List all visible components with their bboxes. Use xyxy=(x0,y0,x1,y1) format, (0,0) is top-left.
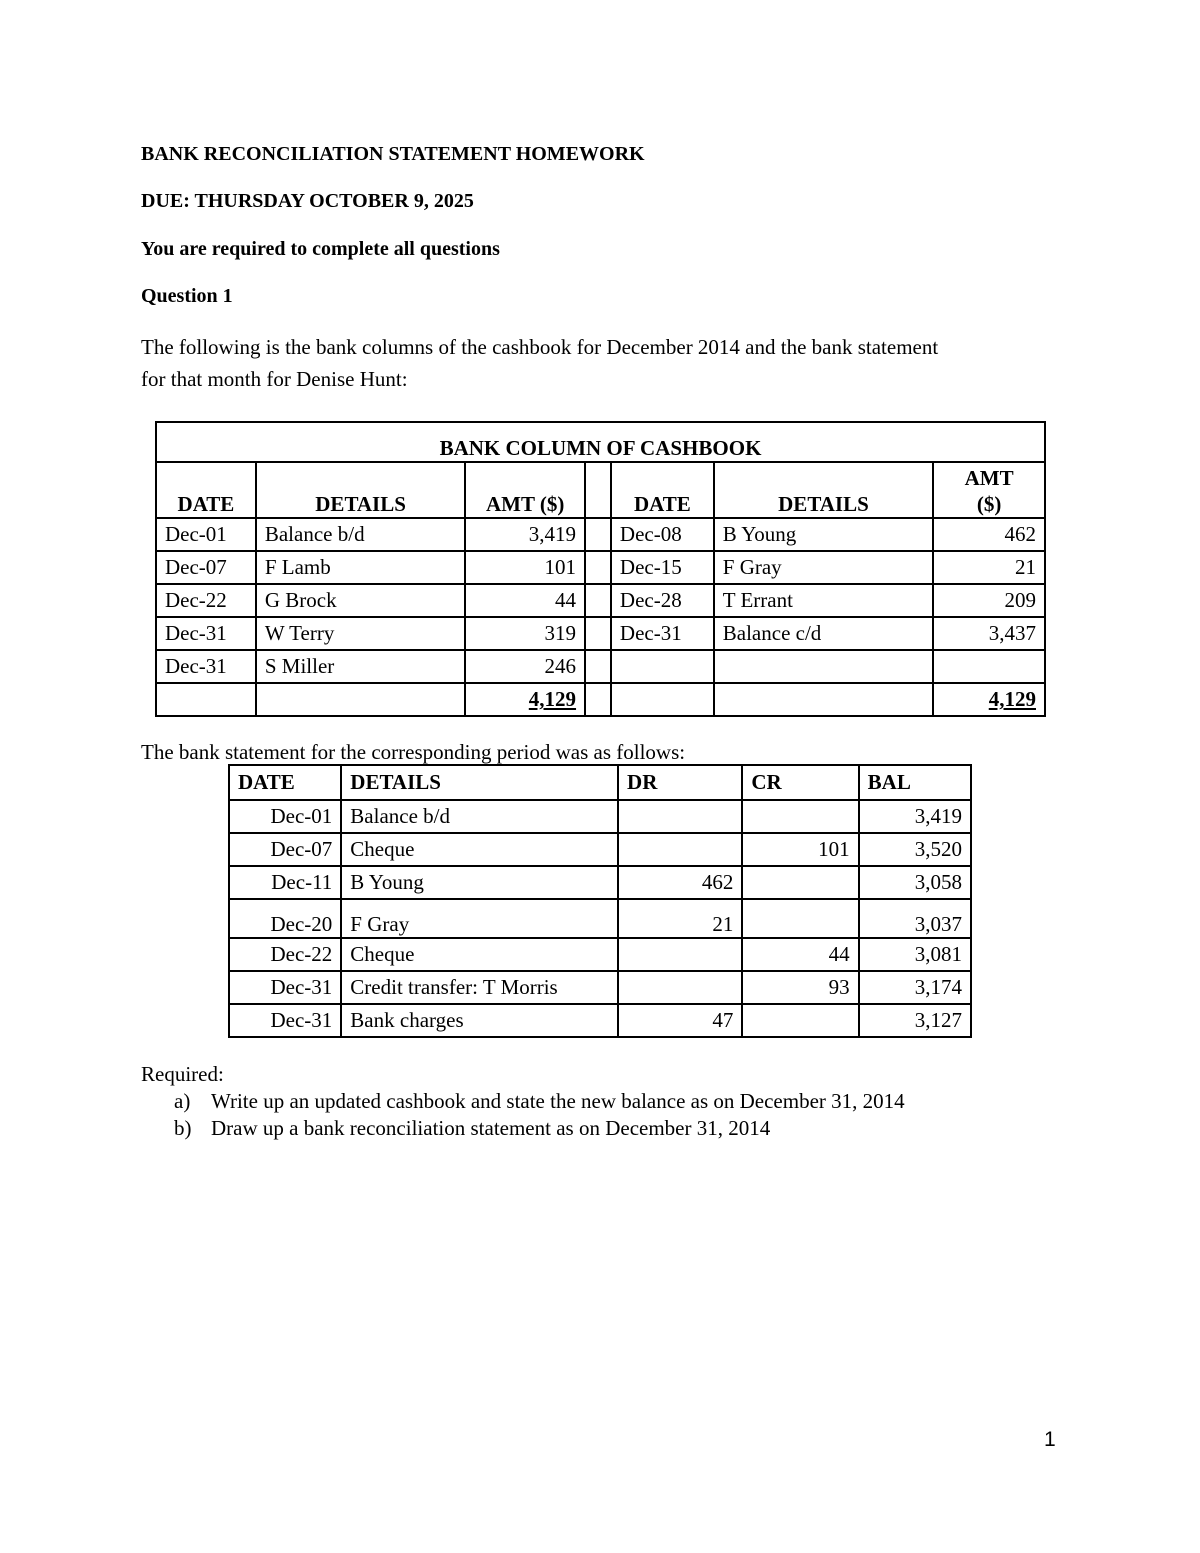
left-amount: 319 xyxy=(465,617,585,650)
right-details: B Young xyxy=(714,518,933,551)
left-details: F Lamb xyxy=(256,551,465,584)
gap-cell xyxy=(585,617,611,650)
header-cr: CR xyxy=(742,765,858,800)
list-text: Write up an updated cashbook and state the new balance as on December 31, 2014 xyxy=(211,1089,905,1113)
header-bal: BAL xyxy=(859,765,971,800)
table-row xyxy=(229,800,971,833)
totals-row xyxy=(156,683,1045,716)
due-date: DUE: THURSDAY OCTOBER 9, 2025 xyxy=(141,190,474,212)
header-amt-right xyxy=(933,462,1045,518)
row-cr xyxy=(742,899,858,938)
header-date: DATE xyxy=(229,765,341,800)
left-details: S Miller xyxy=(256,650,465,683)
empty-cell xyxy=(611,683,714,716)
list-item xyxy=(174,1116,770,1141)
row-cr: 93 xyxy=(742,971,858,1004)
header-details: DETAILS xyxy=(341,765,618,800)
right-details: F Gray xyxy=(714,551,933,584)
document-title: BANK RECONCILIATION STATEMENT HOMEWORK xyxy=(141,143,645,165)
intro-line-1: The following is the bank columns of the cashbook for December 2014 and the bank statement xyxy=(141,335,939,359)
table-row xyxy=(156,518,1045,551)
left-amount: 101 xyxy=(465,551,585,584)
row-details: Cheque xyxy=(341,833,618,866)
row-date: Dec-01 xyxy=(229,800,341,833)
gap-cell xyxy=(585,584,611,617)
empty-cell xyxy=(156,683,256,716)
cashbook-caption: BANK COLUMN OF CASHBOOK xyxy=(156,422,1045,462)
row-cr xyxy=(742,800,858,833)
table-row xyxy=(156,551,1045,584)
table-row xyxy=(156,650,1045,683)
left-date: Dec-07 xyxy=(156,551,256,584)
left-date: Dec-31 xyxy=(156,617,256,650)
list-text: Draw up a bank reconciliation statement as on December 31, 2014 xyxy=(211,1116,771,1140)
row-date: Dec-31 xyxy=(229,1004,341,1037)
right-amount: 209 xyxy=(933,584,1045,617)
table-row xyxy=(229,971,971,1004)
row-details: Cheque xyxy=(341,938,618,971)
right-date xyxy=(611,650,714,683)
row-bal: 3,174 xyxy=(859,971,971,1004)
row-bal: 3,058 xyxy=(859,866,971,899)
list-marker: a) xyxy=(174,1089,191,1113)
row-details: B Young xyxy=(341,866,618,899)
right-total: 4,129 xyxy=(933,683,1045,716)
intro-line-2: for that month for Denise Hunt: xyxy=(141,367,408,391)
row-dr xyxy=(618,971,742,1004)
table-row xyxy=(156,617,1045,650)
row-details: Bank charges xyxy=(341,1004,618,1037)
empty-cell xyxy=(714,683,933,716)
left-amount: 3,419 xyxy=(465,518,585,551)
question-intro xyxy=(141,331,1061,395)
row-details: Balance b/d xyxy=(341,800,618,833)
row-dr xyxy=(618,938,742,971)
row-details: F Gray xyxy=(341,899,618,938)
left-details: G Brock xyxy=(256,584,465,617)
page-number: 1 xyxy=(1044,1428,1056,1451)
question-heading: Question 1 xyxy=(141,285,233,307)
row-details: Credit transfer: T Morris xyxy=(341,971,618,1004)
row-dr: 21 xyxy=(618,899,742,938)
left-date: Dec-31 xyxy=(156,650,256,683)
header-date-left: DATE xyxy=(156,462,256,518)
right-details: T Errant xyxy=(714,584,933,617)
required-label: Required: xyxy=(141,1062,224,1086)
header-amt-left: AMT ($) xyxy=(465,462,585,518)
table-row xyxy=(229,938,971,971)
row-dr: 47 xyxy=(618,1004,742,1037)
row-bal: 3,520 xyxy=(859,833,971,866)
row-date: Dec-31 xyxy=(229,971,341,1004)
bank-statement-table xyxy=(228,764,972,1038)
header-amt-right-line1: AMT xyxy=(964,466,1014,490)
requirement-note: You are required to complete all questions xyxy=(141,238,500,260)
row-cr xyxy=(742,1004,858,1037)
gap-cell xyxy=(585,650,611,683)
header-details-left: DETAILS xyxy=(256,462,465,518)
cashbook-table xyxy=(155,421,1046,717)
gap-cell xyxy=(585,683,611,716)
header-date-right: DATE xyxy=(611,462,714,518)
left-amount: 44 xyxy=(465,584,585,617)
right-details xyxy=(714,650,933,683)
gap-cell xyxy=(585,518,611,551)
left-details: W Terry xyxy=(256,617,465,650)
row-dr xyxy=(618,800,742,833)
left-date: Dec-01 xyxy=(156,518,256,551)
left-total: 4,129 xyxy=(465,683,585,716)
row-date: Dec-22 xyxy=(229,938,341,971)
row-date: Dec-20 xyxy=(229,899,341,938)
right-details: Balance c/d xyxy=(714,617,933,650)
table-row xyxy=(229,899,971,938)
header-amt-right-line2: ($) xyxy=(976,492,1002,516)
list-item xyxy=(174,1089,905,1114)
left-date: Dec-22 xyxy=(156,584,256,617)
right-date: Dec-15 xyxy=(611,551,714,584)
table-row xyxy=(229,866,971,899)
left-amount: 246 xyxy=(465,650,585,683)
row-bal: 3,419 xyxy=(859,800,971,833)
row-dr xyxy=(618,833,742,866)
row-date: Dec-07 xyxy=(229,833,341,866)
table-row xyxy=(156,584,1045,617)
left-details: Balance b/d xyxy=(256,518,465,551)
right-amount: 3,437 xyxy=(933,617,1045,650)
row-cr xyxy=(742,866,858,899)
row-bal: 3,037 xyxy=(859,899,971,938)
right-date: Dec-28 xyxy=(611,584,714,617)
row-cr: 101 xyxy=(742,833,858,866)
right-amount: 462 xyxy=(933,518,1045,551)
table-row xyxy=(229,833,971,866)
row-dr: 462 xyxy=(618,866,742,899)
right-date: Dec-31 xyxy=(611,617,714,650)
bank-statement-intro: The bank statement for the corresponding period was as follows: xyxy=(141,740,686,764)
gap-cell xyxy=(585,551,611,584)
header-details-right: DETAILS xyxy=(714,462,933,518)
right-amount: 21 xyxy=(933,551,1045,584)
right-amount xyxy=(933,650,1045,683)
table-row xyxy=(229,1004,971,1037)
row-bal: 3,081 xyxy=(859,938,971,971)
header-dr: DR xyxy=(618,765,742,800)
row-cr: 44 xyxy=(742,938,858,971)
list-marker: b) xyxy=(174,1116,192,1140)
right-date: Dec-08 xyxy=(611,518,714,551)
row-date: Dec-11 xyxy=(229,866,341,899)
row-bal: 3,127 xyxy=(859,1004,971,1037)
empty-cell xyxy=(256,683,465,716)
gap-cell xyxy=(585,462,611,518)
